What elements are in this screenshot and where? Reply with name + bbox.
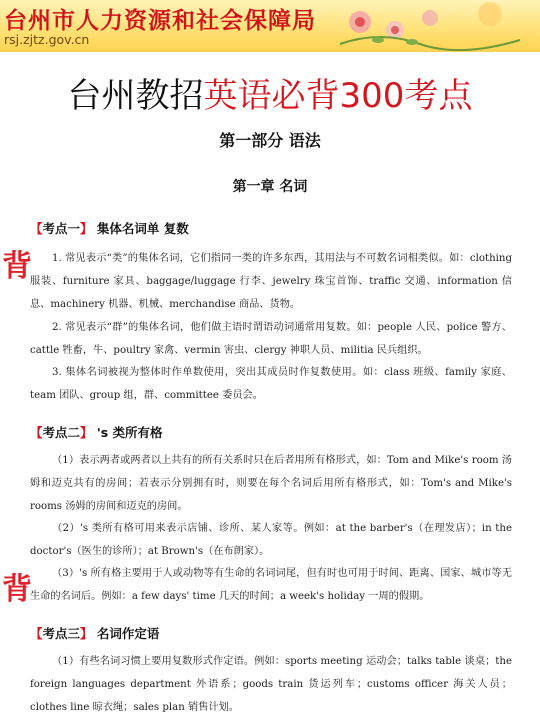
title-red: 英语必背300考点 xyxy=(203,76,473,116)
paragraph: （1）有些名词习惯上要用复数形式作定语。例如：sports meeting 运动会；talks table 谈桌；the foreign languages department 外语系；goods train 货运列车；customs officer 海关人员；clothes line 晾衣绳；sales plan 销售计划。 xyxy=(30,656,512,713)
section-heading-2: 【考点二】 's 类所有格 xyxy=(30,425,163,440)
memorize-stamp: 背 xyxy=(2,572,32,607)
banner-url: rsj.zjtz.gov.cn xyxy=(4,32,90,47)
part-heading: 第一部分 语法 xyxy=(219,131,321,150)
banner-title: 台州市人力资源和社会保障局 xyxy=(4,8,316,34)
title-black: 台州教招 xyxy=(67,76,204,116)
flower-decoration-icon xyxy=(290,0,540,52)
paragraph: 1. 常见表示“类”的集体名词，它们指同一类的许多东西，其用法与不可数名词相类似。如：clothing 服装、furniture 家具、baggage/luggage 行李、jewelry 珠宝首饰、traffic 交通、information 信息、machinery 机器、机械、merchandise 商品、货物。 xyxy=(30,253,512,310)
paragraph: 3. 集体名词被视为整体时作单数使用，突出其成员时作复数使用。如：class 班级、family 家庭、team 团队、group 组，群、committee 委员会。 xyxy=(30,367,512,401)
section-heading-3: 【考点三】 名词作定语 xyxy=(30,626,160,641)
header-banner xyxy=(0,0,540,52)
paragraph: （1）表示两者或两者以上共有的所有关系时只在后者用所有格形式，如：Tom and Mike's room 汤姆和迈克共有的房间；若表示分别拥有时，则要在每个名词后用所有格形式，如：Tom's and Mike's rooms 汤姆的房间和迈克的房间。 xyxy=(30,455,512,512)
document-title xyxy=(0,68,540,117)
paragraph: 2. 常见表示“群”的集体名词，他们做主语时谓语动词通常用复数。如：people 人民、police 警方、cattle 牲畜，牛、poultry 家禽、vermin 害虫、clergy 神职人员、militia 民兵组织。 xyxy=(30,322,512,356)
paragraph: （2）'s 类所有格可用来表示店铺、诊所、某人家等。例如：at the barber's（在理发店）；in the doctor's（医生的诊所）；at Brown's（在布朗家）。 xyxy=(30,523,512,557)
paragraph: （3）'s 所有格主要用于人或动物等有生命的名词词尾，但有时也可用于时间、距离、国家、城市等无生命的名词后。例如：a few days' time 几天的时间；a week's holiday 一周的假期。 xyxy=(30,568,512,602)
chapter-heading: 第一章 名词 xyxy=(232,179,308,195)
memorize-stamp: 背 xyxy=(2,249,32,284)
section-heading-1: 【考点一】 集体名词单 复数 xyxy=(30,221,189,236)
